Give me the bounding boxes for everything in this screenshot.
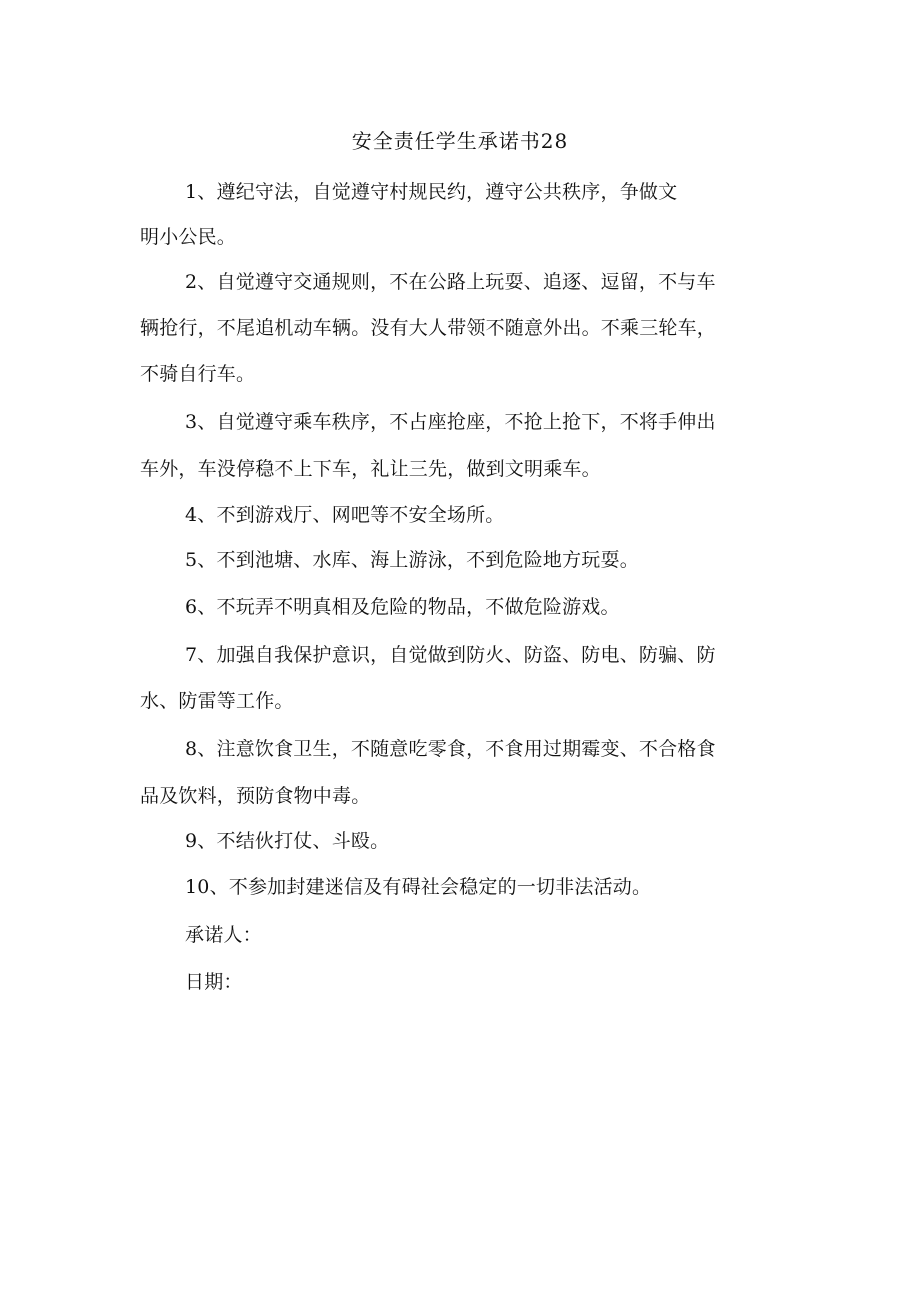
- date-label: 日期：: [185, 971, 243, 993]
- item-8-line-1: 8、注意饮食卫生，不随意吃零食，不食用过期霉变、不合格食: [185, 738, 716, 760]
- item-4-line-1: 4、不到游戏厅、网吧等不安全场所。: [185, 504, 505, 526]
- item-3-line-2: 车外，车没停稳不上下车，礼让三先，做到文明乘车。: [140, 458, 601, 480]
- item-9-line-1: 9、不结伙打仗、斗殴。: [185, 830, 390, 852]
- document-title: 安全责任学生承诺书28: [351, 129, 569, 153]
- item-3-line-1: 3、自觉遵守乘车秩序，不占座抢座，不抢上抢下，不将手伸出: [185, 411, 716, 433]
- item-7-line-2: 水、防雷等工作。: [140, 690, 294, 712]
- item-1-line-2: 明小公民。: [140, 226, 237, 248]
- item-2-line-3: 不骑自行车。: [140, 363, 256, 385]
- item-10-line-1: 10、不参加封建迷信及有碍社会稳定的一切非法活动。: [185, 876, 652, 898]
- item-2-line-2: 辆抢行，不尾追机动车辆。没有大人带领不随意外出。不乘三轮车，: [140, 317, 717, 339]
- item-5-line-1: 5、不到池塘、水库、海上游泳，不到危险地方玩耍。: [185, 549, 639, 571]
- item-7-line-1: 7、加强自我保护意识，自觉做到防火、防盗、防电、防骗、防: [185, 644, 716, 666]
- item-6-line-1: 6、不玩弄不明真相及危险的物品，不做危险游戏。: [185, 596, 620, 618]
- item-1-line-1: 1、遵纪守法，自觉遵守村规民约，遵守公共秩序，争做文: [185, 181, 678, 203]
- item-8-line-2: 品及饮料，预防食物中毒。: [140, 785, 371, 807]
- signer-label: 承诺人：: [185, 924, 262, 946]
- item-2-line-1: 2、自觉遵守交通规则，不在公路上玩耍、追逐、逗留，不与车: [185, 271, 716, 293]
